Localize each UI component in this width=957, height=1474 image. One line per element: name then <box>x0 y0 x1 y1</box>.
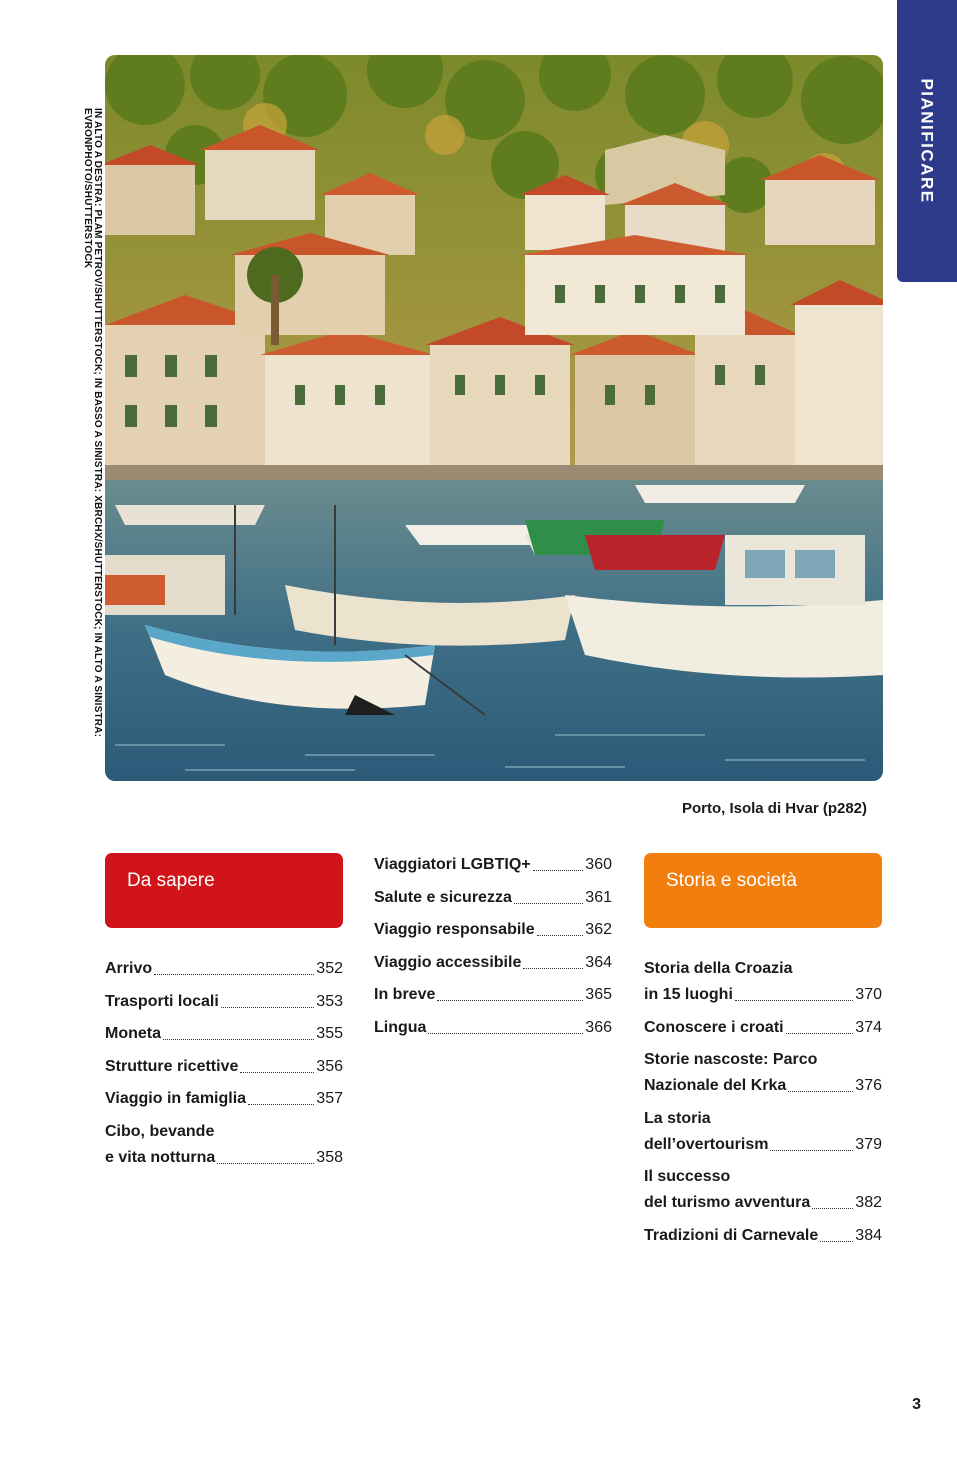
photo-credit <box>82 108 103 738</box>
toc-entry-name: Salute e sicurezza <box>374 888 512 906</box>
toc-entry[interactable] <box>644 1047 882 1099</box>
dot-leader <box>428 1033 583 1034</box>
toc-entry-name: Arrivo <box>105 960 153 977</box>
toc-column-da-sapere <box>105 853 343 1177</box>
toc-entry-name: Lingua <box>374 1018 427 1036</box>
toc-entry-page: 376 <box>855 1077 882 1094</box>
section-side-tab <box>897 0 957 282</box>
toc-entry-page: 358 <box>316 1148 343 1166</box>
toc-entry-page: 384 <box>855 1226 882 1244</box>
dot-leader <box>735 1000 853 1001</box>
toc-entry-page: 366 <box>585 1018 612 1036</box>
toc-column-storia <box>644 853 882 1255</box>
toc-entry[interactable] <box>105 1119 343 1171</box>
page-number: 3 <box>912 1396 921 1413</box>
toc-entry-page: 370 <box>855 986 882 1003</box>
photo-credit-line-1: IN ALTO A DESTRA: PLAM PETROV/SHUTTERSTOCK; IN BASSO A SINISTRA: XBRCHX/SHUTTERSTOCK; IN ALTO A SINISTRA: <box>92 108 103 738</box>
toc-entry[interactable] <box>105 956 343 982</box>
toc-entry[interactable] <box>105 1054 343 1080</box>
dot-leader <box>514 903 583 904</box>
dot-leader <box>221 1007 314 1008</box>
section-header-storia <box>644 853 882 928</box>
section-header-da-sapere <box>105 853 343 928</box>
photo-caption: Porto, Isola di Hvar (p282) <box>681 800 867 817</box>
toc-entry[interactable] <box>644 1015 882 1041</box>
dot-leader <box>537 935 584 936</box>
dot-leader <box>770 1150 853 1151</box>
toc-entry[interactable] <box>374 1015 612 1041</box>
toc-entry-name: Viaggio responsabile <box>374 921 535 938</box>
toc-entry-page: 357 <box>316 1090 343 1107</box>
toc-entry-page: 355 <box>316 1025 343 1042</box>
toc-entry[interactable] <box>644 1164 882 1216</box>
toc-entry-page: 365 <box>585 986 612 1003</box>
toc-entry-name-line-2: dell’overtourism <box>644 1135 769 1153</box>
toc-entry[interactable] <box>374 852 612 878</box>
toc-entry-name: In breve <box>374 986 436 1003</box>
toc-entry-name-line-1: La storia <box>644 1109 711 1127</box>
toc-entry-page: 374 <box>855 1018 882 1036</box>
photo-credit-line-2: EVRONPHOTO/SHUTTERSTOCK <box>82 108 93 269</box>
toc-entry-name: Strutture ricettive <box>105 1057 239 1075</box>
toc-entry-name: Viaggio accessibile <box>374 953 522 971</box>
toc-entry-page: 352 <box>316 960 343 977</box>
toc-entry[interactable] <box>105 1086 343 1112</box>
toc-entry-page: 362 <box>585 921 612 938</box>
toc-column-middle <box>374 853 612 1047</box>
toc-entry-name-line-1: Il successo <box>644 1168 731 1185</box>
toc-entry-name-line-2: Nazionale del Krka <box>644 1077 787 1094</box>
toc-entry-page: 356 <box>316 1057 343 1075</box>
toc-entry-name: Tradizioni di Carnevale <box>644 1226 819 1244</box>
toc-entry[interactable] <box>374 982 612 1008</box>
toc-entry[interactable] <box>374 917 612 943</box>
dot-leader <box>523 968 583 969</box>
toc-entry[interactable] <box>644 956 882 1008</box>
toc-entry-page: 360 <box>585 856 612 873</box>
toc-entry-name-line-2: in 15 luoghi <box>644 986 733 1003</box>
toc-entry-name-line-1: Storie nascoste: Parco <box>644 1051 818 1068</box>
section-title: Storia e società <box>666 870 797 891</box>
dot-leader <box>820 1241 853 1242</box>
toc-entry-name-line-2: del turismo avventura <box>644 1194 811 1211</box>
toc-entry[interactable] <box>374 950 612 976</box>
toc-entry-page: 353 <box>316 992 343 1010</box>
dot-leader <box>533 870 584 871</box>
toc-entry[interactable] <box>374 885 612 911</box>
toc-entry-name: Trasporti locali <box>105 992 219 1010</box>
dot-leader <box>217 1163 314 1164</box>
section-title: Da sapere <box>127 870 215 891</box>
toc-entry[interactable] <box>105 989 343 1015</box>
toc-entry-name: Viaggio in famiglia <box>105 1090 247 1107</box>
toc-entry-name-line-1: Cibo, bevande <box>105 1122 215 1140</box>
toc-entry[interactable] <box>105 1021 343 1047</box>
harbour-photo <box>105 55 883 781</box>
toc-entry-name-line-1: Storia della Croazia <box>644 960 793 977</box>
toc-entry-name-line-2: e vita notturna <box>105 1148 216 1166</box>
toc-entry-name: Conoscere i croati <box>644 1018 784 1036</box>
side-tab-label: PIANIFICARE <box>918 78 937 204</box>
toc-entry-page: 361 <box>585 888 612 906</box>
dot-leader <box>248 1104 314 1105</box>
dot-leader <box>812 1208 853 1209</box>
toc-entry[interactable] <box>644 1223 882 1249</box>
toc-entry-page: 382 <box>855 1194 882 1211</box>
dot-leader <box>437 1000 583 1001</box>
dot-leader <box>163 1039 314 1040</box>
toc-entry-page: 364 <box>585 953 612 971</box>
toc-entry-name: Moneta <box>105 1025 161 1042</box>
toc-entry[interactable] <box>644 1106 882 1158</box>
dot-leader <box>240 1072 314 1073</box>
dot-leader <box>154 974 314 975</box>
dot-leader <box>788 1091 853 1092</box>
toc-entry-page: 379 <box>855 1135 882 1153</box>
toc-entry-name: Viaggiatori LGBTIQ+ <box>374 856 531 873</box>
dot-leader <box>786 1033 854 1034</box>
